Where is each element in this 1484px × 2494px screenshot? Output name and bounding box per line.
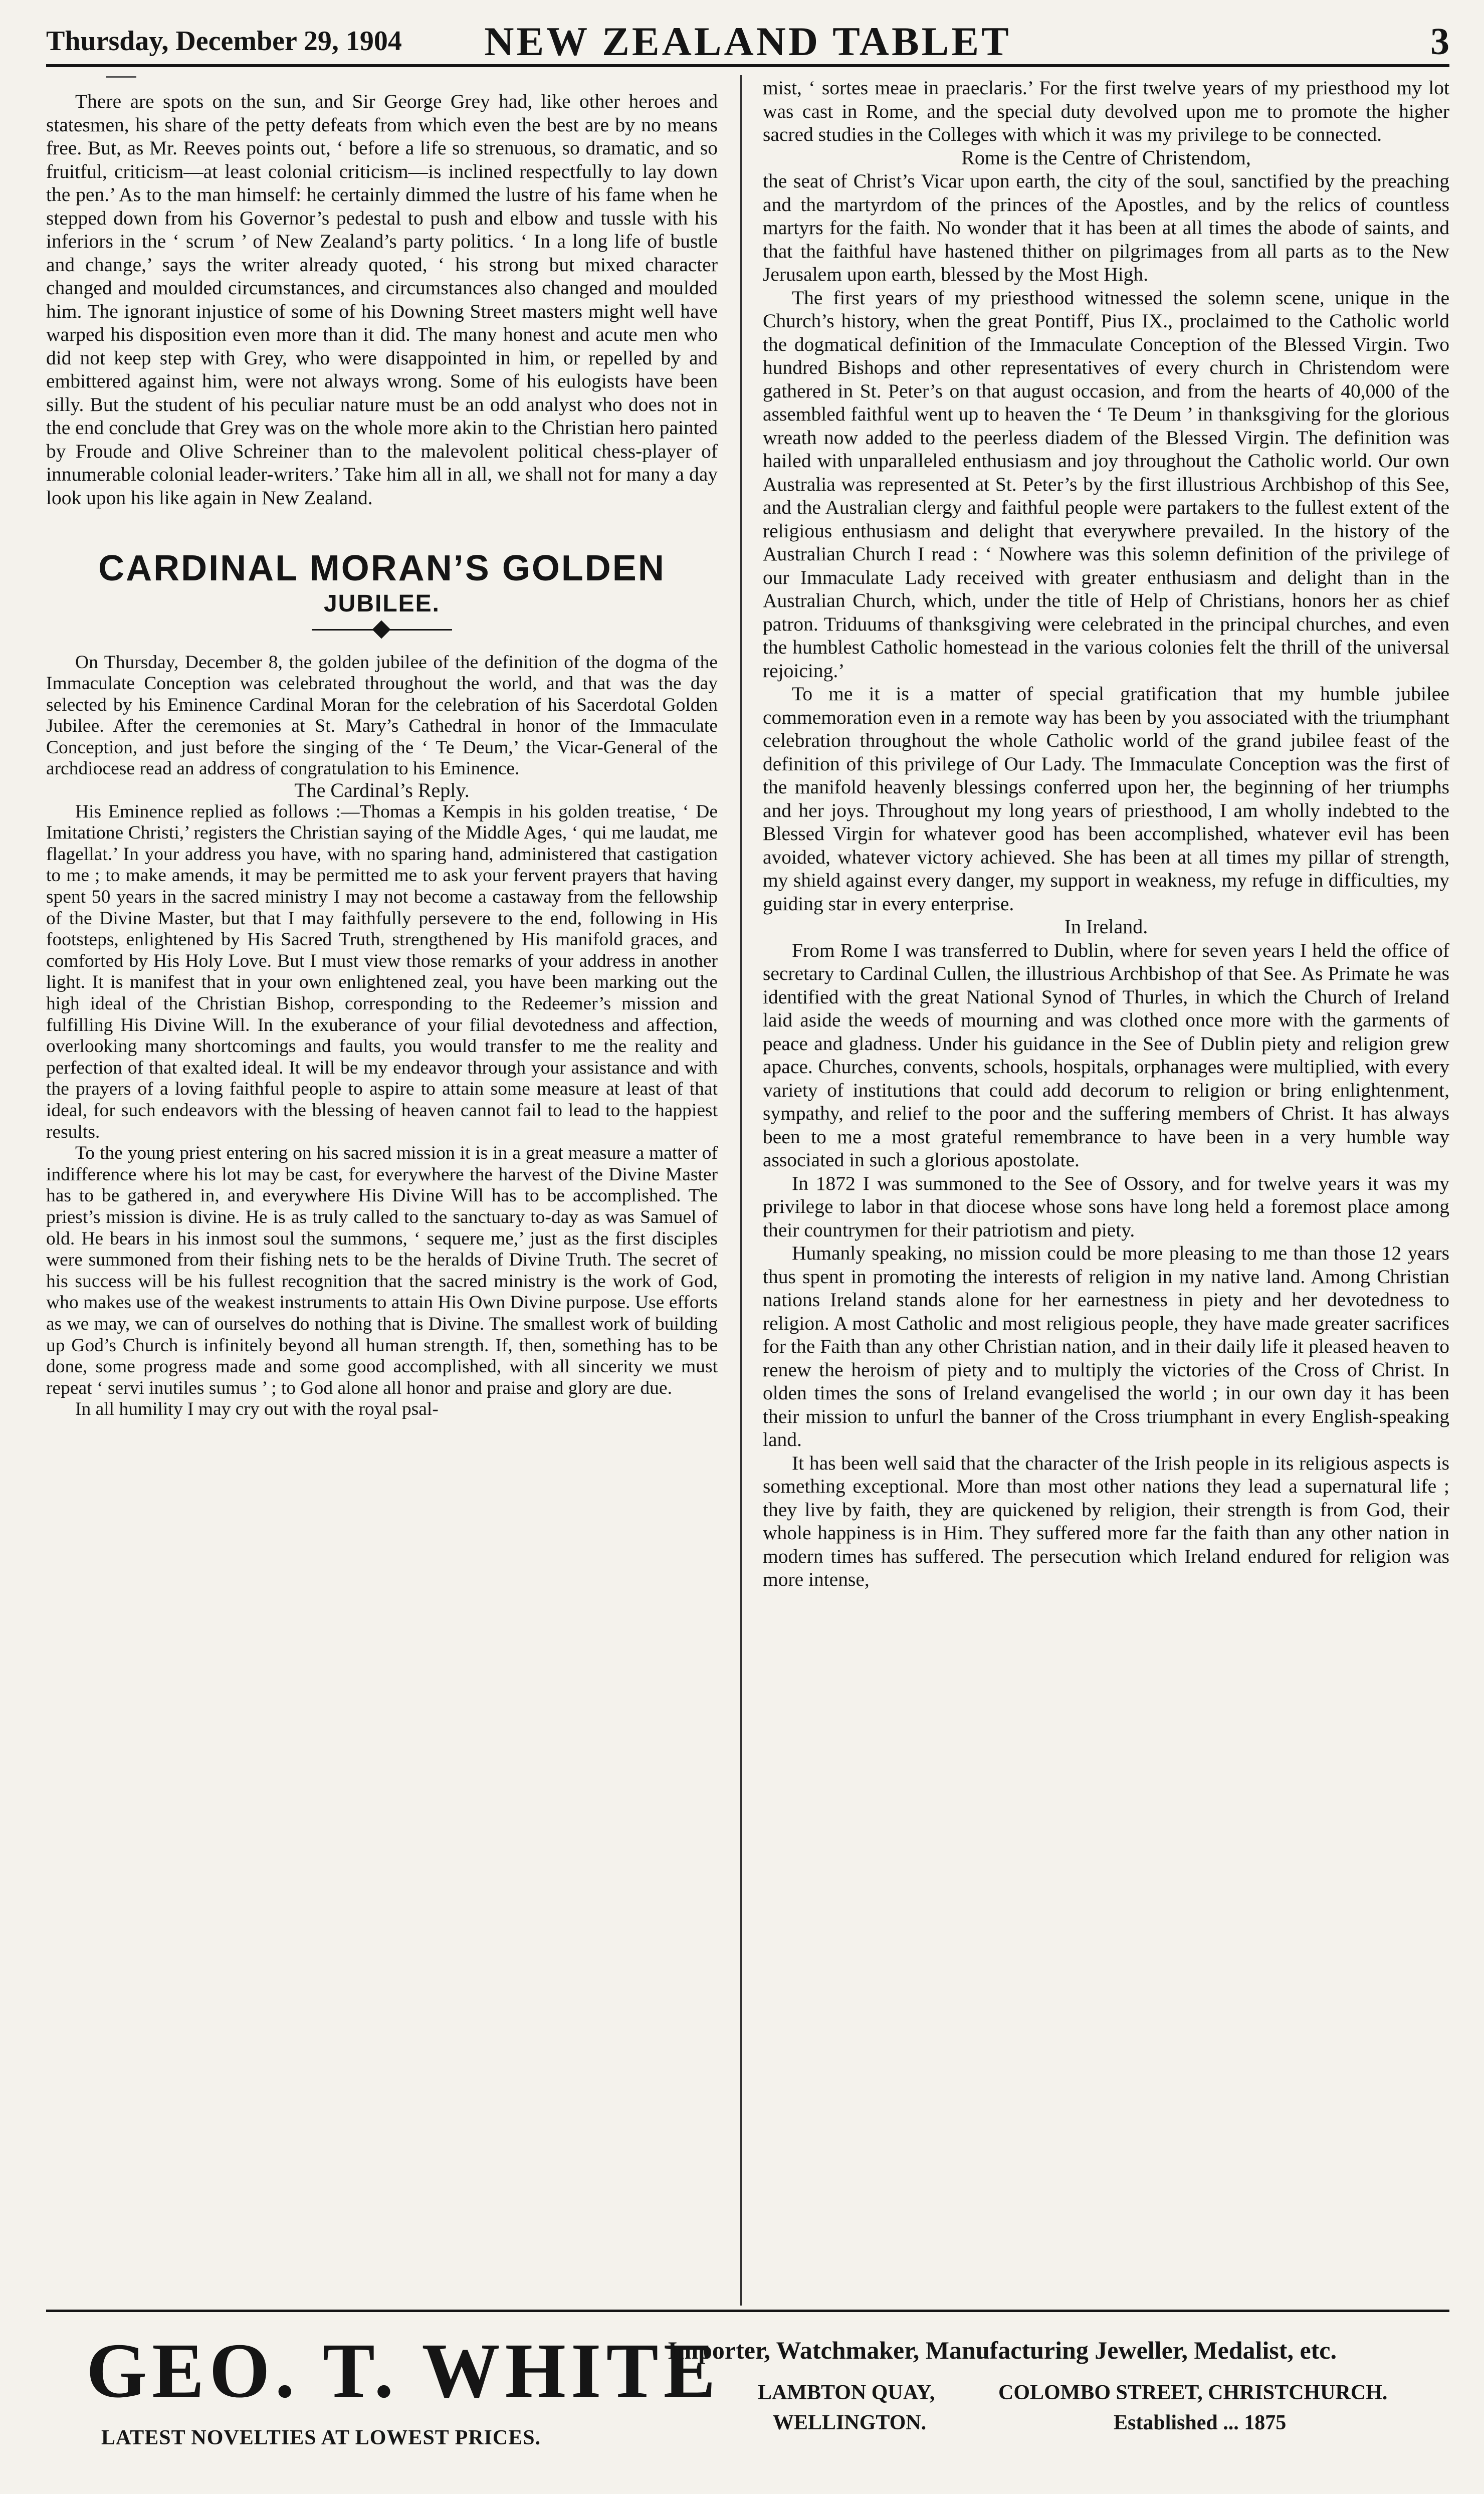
right-column bbox=[763, 76, 1449, 2302]
grey-article-paragraph: There are spots on the sun, and Sir George Grey had, like other heroes and statesmen, his share of the petty defeats from which even the best are by no means free. But, as Mr. Reeves points out, ‘ before a life so strenuous, so dramatic, and so fruitful, criticism—at least colonial criticism—is inclined respectfully to lay down the pen.’ As to the man himself: he certainly dimmed the lustre of his fame when he stepped down from his Governor’s pedestal to push and elbow and tussle with his inferiors in the ‘ scrum ’ of New Zealand’s party politics. ‘ In a long life of bustle and change,’ says the writer already quoted, ‘ his strong but mixed character changed and moulded circumstances, and circumstances also changed and moulded him. The ignorant injustice of some of his Downing Street masters might well have warped his disposition even more than it did. The many honest and acute men who did not keep step with Grey, who were disappointed in him, or repelled by and embittered against him, were not always wrong. Some of his eulogists have been silly. But the student of his peculiar nature must be an odd analyst who does not in the end conclude that Grey was on the whole more akin to the Christian hero painted by Froude and Olive Schreiner than to the malevolent political chess-player of innumerable colonial leader-writers.’ Take him all in all, we shall not for many a day look upon his like again in New Zealand. bbox=[46, 90, 718, 509]
column-divider bbox=[740, 75, 742, 2306]
article-subheadline: JUBILEE. bbox=[323, 590, 441, 617]
page-number: 3 bbox=[1430, 21, 1449, 63]
address-wellington-street: LAMBTON QUAY, bbox=[758, 2381, 935, 2404]
address-wellington-city: WELLINGTON. bbox=[773, 2411, 927, 2434]
address-christchurch: COLOMBO STREET, CHRISTCHURCH. bbox=[998, 2381, 1388, 2404]
article-paragraph: Humanly speaking, no mission could be more pleasing to me than those 12 years thus spent in promoting the interests of religion in my native land. Among Christian nations Ireland stands alone for her earnestness in piety and her devotedness to religion. A most Catholic and most religious people, they have made greater sacrifices for the Faith than any other Christian nation, and in their daily life it pleased heaven to renew the heroism of piety and to multiply the victories of the Cross of Christ. In olden times the sons of Ireland evangelised the world ; in our own day it has been their mission to unfurl the banner of the Cross triumphant in every English-speaking land. bbox=[763, 1242, 1449, 1450]
column-top-mark bbox=[106, 76, 136, 85]
section-subheading: Rome is the Centre of Christendom, bbox=[961, 146, 1251, 169]
masthead-title: NEW ZEALAND TABLET bbox=[484, 19, 1011, 64]
left-column bbox=[46, 76, 718, 2302]
article-paragraph: To the young priest entering on his sacred mission it is in a great measure a matter of indifference where his lot may be cast, for everywhere the harvest of the Divine Master has to be gathered in, and everywhere His Divine Will has to be accomplished. The priest’s mission is divine. He is as truly called to the sanctuary to-day as was Samuel of old. He bears in his inmost soul the summons, ‘ sequere me,’ just as the first disciples were summoned from their fishing nets to be the heralds of Divine Truth. The secret of his success will be his fullest recognition that the sacred ministry is the work of God, who makes use of the weakest instruments to attain His Own Divine purpose. Use efforts as we may, we can of ourselves do nothing that is Divine. The smallest work of building up God’s Church is infinitely beyond all human strength. If, then, something has to be done, some progress made and some good accomplished, with all sincerity we must repeat ‘ servi inutiles sumus ’ ; to God alone all honor and praise and glory are due. bbox=[46, 1143, 718, 1398]
article-paragraph: the seat of Christ’s Vicar upon earth, the city of the soul, sanctified by the preaching and the martyrdom of the princes of the Apostles, and by the relics of countless martyrs for the faith. No wonder that it has been at all times the abode of saints, and that the faithful have hastened thither on pilgrimages from all parts as to the New Jerusalem upon earth, blessed by the Most High. bbox=[763, 170, 1449, 285]
article-paragraph: On Thursday, December 8, the golden jubilee of the definition of the dogma of the Immaculate Conception was celebrated throughout the world, and that was the day selected by his Eminence Cardinal Moran for the celebration of his Sacerdotal Golden Jubilee. After the ceremonies at St. Mary’s Cathedral in honor of the Immaculate Conception, and just before the singing of the ‘ Te Deum,’ the Vicar-General of the archdiocese read an address of congratulation to his Eminence. bbox=[46, 652, 718, 779]
article-paragraph: In all humility I may cry out with the royal psal- bbox=[75, 1399, 439, 1420]
section-subheading: In Ireland. bbox=[1064, 915, 1148, 938]
article-paragraph: It has been well said that the character of the Irish people in its religious aspects is something exceptional. More than most other nations they lead a supernatural life ; they live by faith, they are quickened by religion, their strength is from God, their whole happiness is in Him. They suffered more far the faith than any other nation in modern times has suffered. The persecution which Ireland endured for religion was more intense, bbox=[763, 1451, 1449, 1590]
advertiser-description: Importer, Watchmaker, Manufacturing Jeweller, Medalist, etc. bbox=[668, 2336, 1337, 2364]
article-paragraph: mist, ‘ sortes meae in praeclaris.’ For the first twelve years of my priesthood my lot was cast in Rome, and the special duty devolved upon me to promote the higher sacred studies in the Colleges with which it was my privilege to be connected. bbox=[763, 77, 1449, 145]
issue-date: Thursday, December 29, 1904 bbox=[46, 26, 402, 57]
diamond-ornament-icon bbox=[372, 620, 391, 639]
article-paragraph: To me it is a matter of special gratification that my humble jubilee commemoration even in a remote way has been by you associated with the triumphant celebration throughout the whole Catholic world of the grand jubilee feast of the definition of this privilege of Our Lady. The Immaculate Conception was the first of the manifold heavenly blessings conferred upon her, the beginning of her triumphs and her joys. Throughout my long years of priesthood, I am wholly indebted to the Blessed Virgin for whatever good has been accomplished, whatever evil has been avoided, whatever victory achieved. She has been at all times my pillar of strength, my shield against every danger, my support in weakness, my refuge in difficulties, my guiding star in every enterprise. bbox=[763, 683, 1449, 915]
advertiser-name: GEO. T. WHITE bbox=[86, 2327, 721, 2414]
article-paragraph: His Eminence replied as follows :—Thomas a Kempis in his golden treatise, ‘ De Imitatione Christi,’ registers the Christian saying of the Middle Ages, ‘ qui me laudat, me flagellat.’ In your address you have, with no sparing hand, administered that castigation to me ; to make amends, it may be permitted me to ask your fervent prayers that having spent 50 years in the sacred ministry I may not become a castaway from the fellowship of the Divine Master, but that I may faithfully persevere to the end, following in His footsteps, enlightened by His Sacred Truth, strengthened by His manifold graces, and comforted by His Holy Love. But I must view those remarks of your address in another light. It is manifest that in your own enlightened zeal, you have been marking out the high ideal of the Christian Bishop, corresponding to the Redeemer’s mission and fulfilling His Divine Will. In the exuberance of your filial devotedness and affection, overlooking many shortcomings and faults, you would transfer to me the reality and perfection of that exalted ideal. It will be my endeavor through your assistance and with the prayers of a loving faithful people to aspire to attain some measure at least of that ideal, for such endeavors with the blessing of heaven cannot fail to lead to the happiest results. bbox=[46, 801, 718, 1142]
advertisement-rule bbox=[46, 2310, 1449, 2312]
article-paragraph: The first years of my priesthood witnessed the solemn scene, unique in the Church’s history, when the great Pontiff, Pius IX., proclaimed to the Catholic world the dogmatical definition of the Immaculate Conception of the Blessed Virgin. Two hundred Bishops and other representatives of every church in Christendom were gathered in St. Peter’s on that august occasion, and from the hearts of 40,000 of the assembled faithful went up to heaven the ‘ Te Deum ’ in thanksgiving for the glorious wreath now added to the peerless diadem of the Blessed Virgin. The definition was hailed with unparalleled enthusiasm and joy throughout the Catholic world. Our own Australia was represented at St. Peter’s by the first illustrious Archbishop of this See, and the Australian clergy and faithful people were partakers to the fullest extent of the religious enthusiasm and delight that everywhere prevailed. In the history of the Australian Church I read : ‘ Nowhere was this solemn definition of the privilege of our Immaculate Lady received with greater enthusiasm and delight than in the Australian Church, which, under the title of Help of Christians, honors her as chief patron. Triduums of thanksgiving were celebrated in the principal churches, and even the humblest Catholic homestead in the various colonies felt the thrill of the universal rejoicing.’ bbox=[763, 286, 1449, 682]
article-paragraph: From Rome I was transferred to Dublin, where for seven years I held the office of secretary to Cardinal Cullen, the illustrious Archbishop of that See. As Primate he was identified with the great National Synod of Thurles, in which the Church of Ireland laid aside the weeds of mourning and was clothed once more with the garments of peace and gladness. Under his guidance in the See of Dublin piety and religion grew apace. Churches, convents, schools, hospitals, orphanages were multiplied, with every variety of institutions that could add decorum to religion or bring enlightenment, sympathy, and relief to the poor and the suffering members of Christ. It has always been to me a most grateful remembrance to have been in a very humble way associated in such a glorious apostolate. bbox=[763, 939, 1449, 1171]
advertisement-tagline: LATEST NOVELTIES AT LOWEST PRICES. bbox=[101, 2426, 541, 2449]
ornamental-rule bbox=[312, 621, 452, 638]
section-subheading: The Cardinal’s Reply. bbox=[294, 779, 470, 802]
page-header bbox=[46, 14, 1449, 67]
advertisement bbox=[46, 2326, 1449, 2476]
jubilee-body-left bbox=[46, 652, 718, 1420]
article-paragraph: In 1872 I was summoned to the See of Ossory, and for twelve years it was my privilege to labor in that diocese whose sons have long held a foremost place among their countrymen for their patriotism and piety. bbox=[763, 1172, 1449, 1241]
established-year: Established ... 1875 bbox=[1114, 2411, 1287, 2434]
article-headline: CARDINAL MORAN’S GOLDEN bbox=[98, 548, 666, 588]
